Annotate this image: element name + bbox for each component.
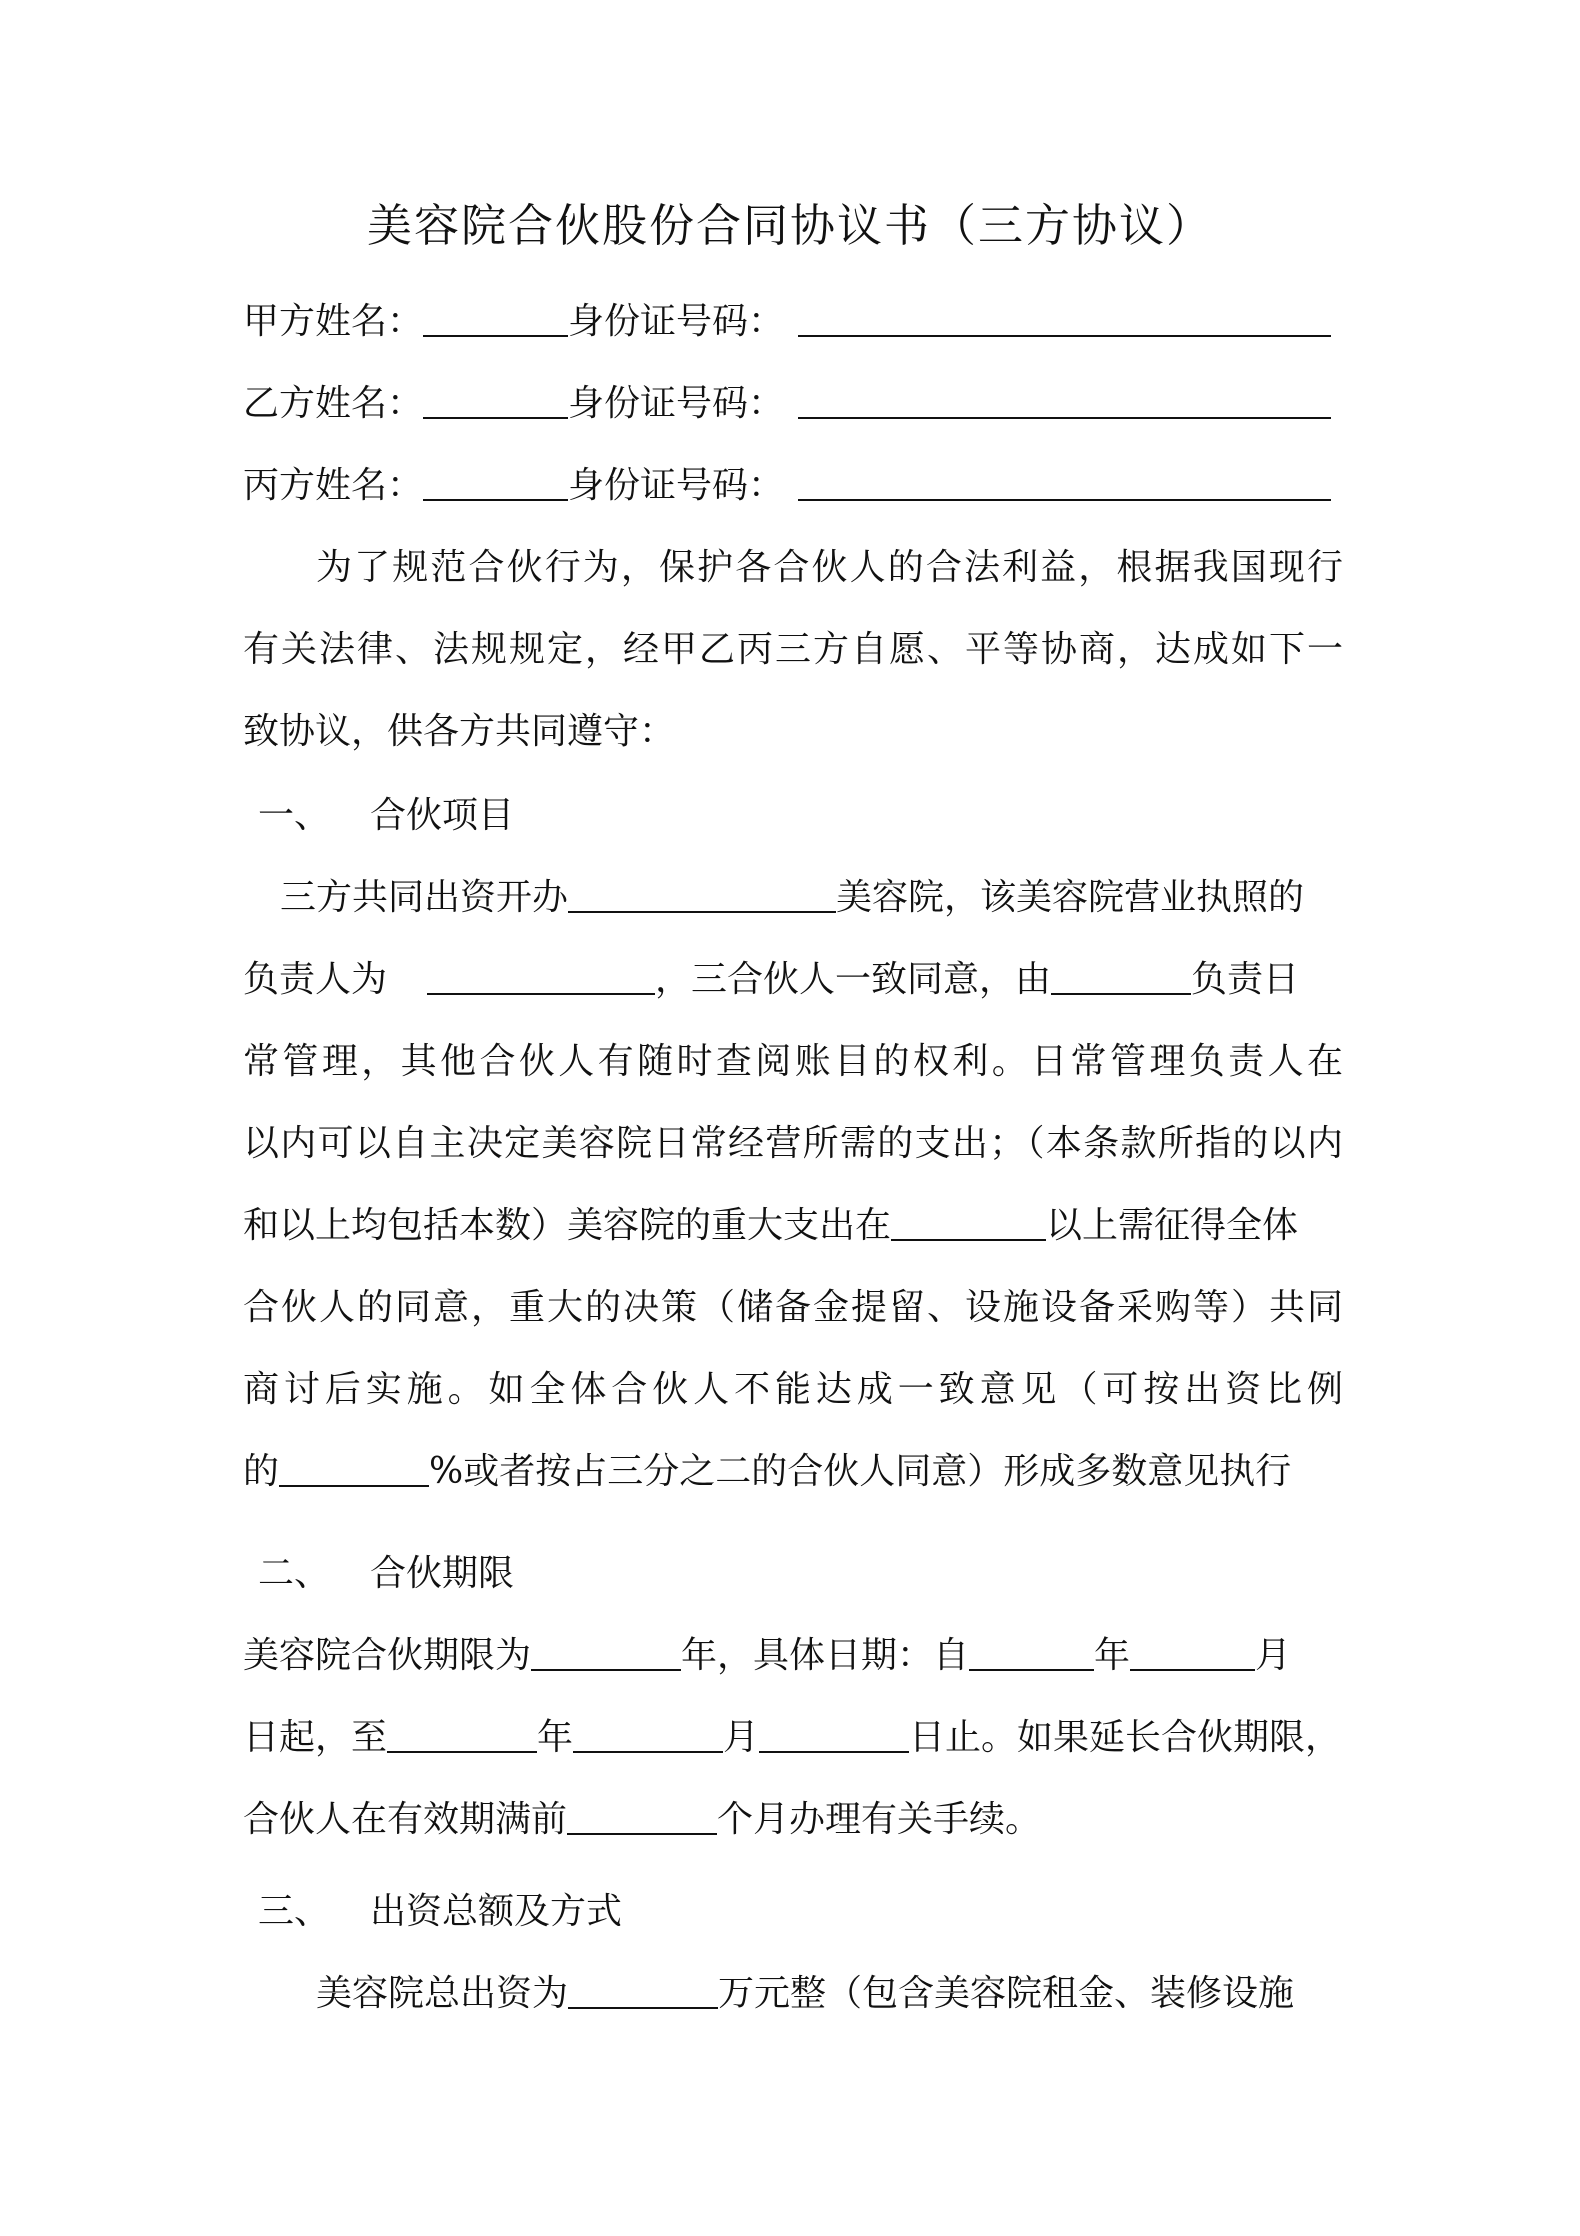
start-month-blank (1130, 1635, 1255, 1671)
clause-line: 以内可以自主决定美容院日常经营所需的支出；（本条款所指的以内 (243, 1123, 1343, 1164)
clause-text: 美容院，该美容院营业执照的 (836, 877, 1305, 918)
major-expense-blank (891, 1205, 1046, 1241)
term-years-blank (531, 1635, 681, 1671)
clause-text: 年 (1094, 1635, 1131, 1676)
end-year-blank (387, 1717, 537, 1753)
section-number: 一、 (258, 795, 331, 836)
start-year-blank (969, 1635, 1094, 1671)
percentage-blank (279, 1451, 429, 1487)
party-name-label: 丙方姓名： (243, 465, 424, 506)
clause-text: ，三合伙人一致同意，由 (655, 959, 1052, 1000)
section-heading (258, 1886, 1358, 1938)
clause-line: 常管理，其他合伙人有随时查阅账目的权利。日常管理负责人在 (243, 1041, 1343, 1082)
clause-text: 个月办理有关手续。 (717, 1799, 1042, 1840)
renewal-months-blank (567, 1799, 717, 1835)
clause-line (280, 872, 1343, 924)
clause-line: 商讨后实施。如全体合伙人不能达成一致意见（可按出资比例 (243, 1369, 1343, 1410)
section-number: 二、 (258, 1553, 331, 1594)
clause-text: 负责人为 (243, 959, 388, 1000)
end-month-blank (573, 1717, 723, 1753)
section-number: 三、 (258, 1891, 331, 1932)
party-row-a (243, 296, 1343, 348)
clause-line (316, 1968, 1343, 2020)
clinic-name-blank (568, 877, 836, 913)
clause-text: 和以上均包括本数）美容院的重大支出在 (243, 1205, 892, 1246)
party-id-blank (798, 383, 1331, 419)
section-title: 合伙期限 (370, 1553, 515, 1594)
clause-line: 合伙人的同意，重大的决策（储备金提留、设施设备采购等）共同 (243, 1287, 1343, 1328)
clause-line (243, 1794, 1343, 1846)
party-row-b (243, 378, 1343, 430)
party-id-label: 身份证号码： (568, 465, 785, 506)
section-heading (258, 790, 1358, 842)
total-investment-blank (568, 1973, 718, 2009)
party-id-blank (798, 301, 1331, 337)
clause-text: 的 (243, 1451, 280, 1492)
party-name-label: 乙方姓名： (243, 383, 424, 424)
party-id-label: 身份证号码： (568, 301, 785, 342)
clause-text: 合伙人在有效期满前 (243, 1799, 568, 1840)
clause-text: 月 (1255, 1635, 1292, 1676)
intro-line: 有关法律、法规规定，经甲乙丙三方自愿、平等协商，达成如下一 (243, 629, 1343, 670)
section-title: 合伙项目 (370, 795, 515, 836)
section-heading (258, 1548, 1358, 1600)
clause-line (243, 1446, 1343, 1498)
clause-text: 年，具体日期：自 (681, 1635, 970, 1676)
clause-text: 负责日 (1191, 959, 1300, 1000)
clause-text: 美容院合伙期限为 (243, 1635, 532, 1676)
clause-text: 万元整（包含美容院租金、装修设施 (718, 1973, 1295, 2014)
clause-text: 日起，至 (243, 1717, 388, 1758)
party-name-label: 甲方姓名： (243, 301, 424, 342)
party-id-blank (798, 465, 1331, 501)
clause-text: 年 (537, 1717, 574, 1758)
clause-text: 月 (723, 1717, 760, 1758)
document-title: 美容院合伙股份合同协议书（三方协议） (366, 199, 1213, 252)
clause-line (243, 1630, 1343, 1682)
party-name-blank (423, 383, 568, 419)
intro-line: 为了规范合伙行为，保护各合伙人的合法利益，根据我国现行 (316, 547, 1343, 588)
clause-text: 日止。如果延长合伙期限， (909, 1717, 1342, 1758)
clause-text: 美容院总出资为 (316, 1973, 569, 2014)
license-holder-blank (427, 959, 655, 995)
clause-line (243, 1712, 1343, 1764)
clause-text: 以上需征得全体 (1046, 1205, 1299, 1246)
party-id-label: 身份证号码： (568, 383, 785, 424)
section-title: 出资总额及方式 (370, 1891, 623, 1932)
clause-line (243, 1200, 1343, 1252)
clause-text: %或者按占三分之二的合伙人同意）形成多数意见执行 (429, 1451, 1292, 1492)
clause-line (243, 954, 1343, 1006)
clause-text: 三方共同出资开办 (280, 877, 569, 918)
party-name-blank (423, 301, 568, 337)
manager-blank (1051, 959, 1191, 995)
party-name-blank (423, 465, 568, 501)
end-day-blank (759, 1717, 909, 1753)
intro-line: 致协议，供各方共同遵守： (243, 711, 676, 752)
party-row-c (243, 460, 1343, 512)
